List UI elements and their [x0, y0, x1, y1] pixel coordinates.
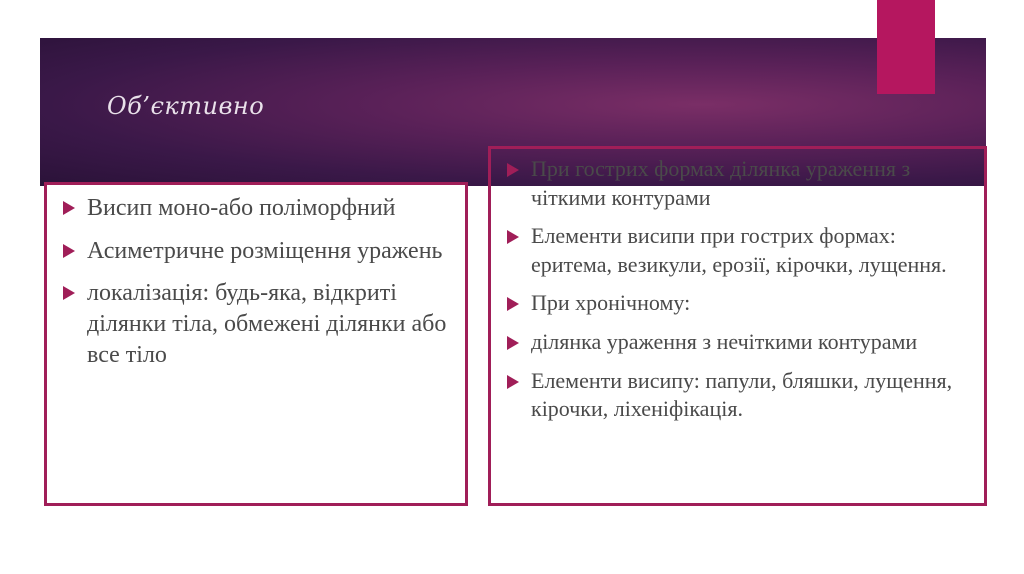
triangle-bullet-icon [63, 286, 75, 300]
triangle-bullet-icon [507, 163, 519, 177]
list-item-text: Елементи висипу: папули, бляшки, лущення, кірочки, ліхеніфікація. [531, 367, 953, 422]
accent-bar [877, 0, 935, 94]
triangle-bullet-icon [63, 244, 75, 258]
triangle-bullet-icon [507, 230, 519, 244]
triangle-bullet-icon [507, 297, 519, 311]
list-item-text: При хронічному: [531, 290, 691, 316]
list-item [497, 328, 974, 357]
list-item-text: ділянка ураження з нечіткими контурами [531, 328, 918, 354]
list-item [53, 278, 455, 370]
list-item-text: При гострих формах ділянка ураження з чіткими контурами [531, 156, 911, 210]
list-item [497, 289, 974, 318]
left-bullet-list [53, 193, 455, 383]
list-item [53, 193, 455, 224]
list-item-text: Елементи висипи при гострих формах: еритема, везикули, ерозії, кірочки, лущення. [531, 223, 947, 277]
list-item-text: локалізація: будь-яка, відкриті ділянки тіла, обмежені ділянки або все тіло [87, 280, 447, 368]
list-item-text: Висип моно-або поліморфний [87, 195, 396, 221]
right-bullet-list [497, 155, 974, 434]
triangle-bullet-icon [63, 201, 75, 215]
list-item [53, 236, 455, 267]
list-item [497, 155, 974, 212]
list-item [497, 367, 974, 424]
right-content-box [488, 146, 987, 506]
list-item [497, 222, 974, 279]
list-item-text: Асиметричне розміщення уражень [87, 237, 443, 264]
slide-title: Об’єктивно [107, 92, 265, 120]
left-content-box [44, 182, 468, 506]
triangle-bullet-icon [507, 336, 519, 350]
triangle-bullet-icon [507, 375, 519, 389]
